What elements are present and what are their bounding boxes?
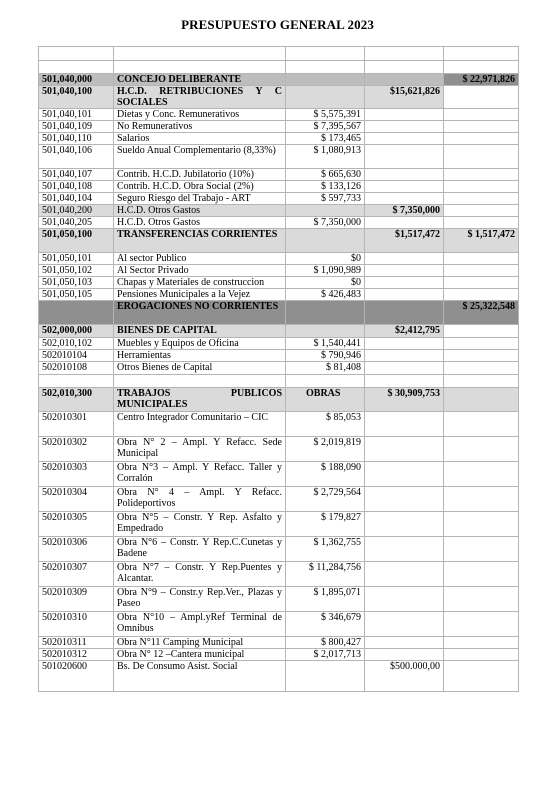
subtotal: [365, 289, 444, 301]
account-code: 502,010,300: [39, 388, 114, 412]
amount: $ 7,395,567: [286, 121, 365, 133]
amount: $ 173,465: [286, 133, 365, 145]
amount: $ 11,284,756: [286, 562, 365, 587]
account-desc: Sueldo Anual Complementario (8,33%): [114, 145, 286, 169]
table-row: [39, 362, 519, 375]
subtotal: [365, 109, 444, 121]
table-row: [39, 265, 519, 277]
account-desc: Obra N°6 – Constr. Y Rep.C.Cunetas y Badene: [114, 537, 286, 562]
amount: $ 1,080,913: [286, 145, 365, 169]
amount: $ 426,483: [286, 289, 365, 301]
account-desc: CONCEJO DELIBERANTE: [114, 74, 286, 86]
subtotal: [365, 253, 444, 265]
total: [444, 325, 519, 338]
total: [444, 661, 519, 692]
amount: [286, 229, 365, 253]
table-row: [39, 537, 519, 562]
total: [444, 362, 519, 375]
total: [444, 350, 519, 362]
subtotal: [365, 537, 444, 562]
total: [444, 338, 519, 350]
account-desc: Bs. De Consumo Asist. Social: [114, 661, 286, 692]
subtotal: [365, 649, 444, 661]
subtotal: [365, 217, 444, 229]
account-code: 501,040,101: [39, 109, 114, 121]
account-code: 502,000,000: [39, 325, 114, 338]
table-row: [39, 661, 519, 692]
account-code: 502010311: [39, 637, 114, 649]
account-desc: Obra N°9 – Constr.y Rep.Ver., Plazas y Paseo: [114, 587, 286, 612]
subtotal: [365, 133, 444, 145]
total: $ 25,322,548: [444, 301, 519, 325]
table-row: [39, 637, 519, 649]
account-code: 501,040,107: [39, 169, 114, 181]
table-row: [39, 612, 519, 637]
subtotal: $ 7,350,000: [365, 205, 444, 217]
blank-row: [39, 61, 519, 74]
table-row: [39, 649, 519, 661]
total: [444, 121, 519, 133]
table-row: [39, 205, 519, 217]
subtotal: [365, 487, 444, 512]
total: [444, 253, 519, 265]
account-desc: Obra N°3 – Ampl. Y Refacc. Taller y Corralón: [114, 462, 286, 487]
account-code: 501,040,000: [39, 74, 114, 86]
subtotal: [365, 181, 444, 193]
account-code: 501020600: [39, 661, 114, 692]
table-row: [39, 181, 519, 193]
page-title: PRESUPUESTO GENERAL 2023: [181, 17, 374, 32]
subtotal: $15,621,826: [365, 86, 444, 109]
table-row: [39, 487, 519, 512]
subtotal: [365, 169, 444, 181]
account-desc: Obra N°10 – Ampl.yRef Terminal de Omnibus: [114, 612, 286, 637]
table-row: [39, 338, 519, 350]
total: [444, 193, 519, 205]
subtotal: [365, 412, 444, 437]
subtotal: [365, 277, 444, 289]
amount: $ 665,630: [286, 169, 365, 181]
table-row: [39, 462, 519, 487]
account-desc: Al sector Publico: [114, 253, 286, 265]
account-code: 502010309: [39, 587, 114, 612]
account-desc: Obra N°11 Camping Municipal: [114, 637, 286, 649]
total: [444, 109, 519, 121]
account-desc: Obra N°7 – Constr. Y Rep.Puentes y Alcantar.: [114, 562, 286, 587]
account-desc: Otros Bienes de Capital: [114, 362, 286, 375]
account-desc: Obra N° 12 –Cantera municipal: [114, 649, 286, 661]
account-code: 502010301: [39, 412, 114, 437]
subtotal: $500.000,00: [365, 661, 444, 692]
table-row: [39, 169, 519, 181]
total: [444, 388, 519, 412]
amount: $ 188,090: [286, 462, 365, 487]
account-code: 501,040,106: [39, 145, 114, 169]
amount: $ 1,540,441: [286, 338, 365, 350]
total: [444, 512, 519, 537]
subtotal: [365, 362, 444, 375]
amount: $ 597,733: [286, 193, 365, 205]
account-code: 501,050,103: [39, 277, 114, 289]
table-row: [39, 229, 519, 253]
table-row: [39, 562, 519, 587]
table-row: [39, 412, 519, 437]
total: [444, 437, 519, 462]
table-row: [39, 350, 519, 362]
amount: $ 81,408: [286, 362, 365, 375]
total: [444, 169, 519, 181]
total: [444, 612, 519, 637]
amount: $ 1,895,071: [286, 587, 365, 612]
table-row: [39, 587, 519, 612]
total: [444, 412, 519, 437]
account-desc: Salarios: [114, 133, 286, 145]
account-desc: Pensiones Municipales a la Vejez: [114, 289, 286, 301]
subtotal: [365, 512, 444, 537]
amount: [286, 661, 365, 692]
total: $ 22,971,826: [444, 74, 519, 86]
total: [444, 587, 519, 612]
account-code: 501,050,100: [39, 229, 114, 253]
amount: [286, 74, 365, 86]
total: [444, 562, 519, 587]
table-row: [39, 325, 519, 338]
budget-table: [38, 46, 519, 692]
total: [444, 86, 519, 109]
account-desc: Contrib. H.C.D. Obra Social (2%): [114, 181, 286, 193]
total: $ 1,517,472: [444, 229, 519, 253]
account-desc: No Remunerativos: [114, 121, 286, 133]
table-row: [39, 512, 519, 537]
table-row: [39, 145, 519, 169]
subtotal: [365, 437, 444, 462]
total: [444, 265, 519, 277]
total: [444, 277, 519, 289]
table-row: [39, 217, 519, 229]
table-row: [39, 121, 519, 133]
account-code: 502010303: [39, 462, 114, 487]
table-row: [39, 277, 519, 289]
total: [444, 217, 519, 229]
subtotal: [365, 612, 444, 637]
total: [444, 133, 519, 145]
account-desc: Centro Integrador Comunitario – CIC: [114, 412, 286, 437]
account-code: 502010304: [39, 487, 114, 512]
account-desc: Chapas y Materiales de construccion: [114, 277, 286, 289]
account-desc: TRABAJOS PUBLICOS MUNICIPALES: [114, 388, 286, 412]
total: [444, 462, 519, 487]
account-code: 501,050,102: [39, 265, 114, 277]
account-desc: H.C.D. RETRIBUCIONES Y C SOCIALES: [114, 86, 286, 109]
account-desc: Dietas y Conc. Remunerativos: [114, 109, 286, 121]
total: [444, 289, 519, 301]
account-code: 501,040,109: [39, 121, 114, 133]
account-code: 501,050,105: [39, 289, 114, 301]
subtotal: $2,412,795: [365, 325, 444, 338]
account-desc: EROGACIONES NO CORRIENTES: [114, 301, 286, 325]
account-desc: Obra N°5 – Constr. Y Rep. Asfalto y Empedrado: [114, 512, 286, 537]
amount: [286, 325, 365, 338]
subtotal: $ 30,909,753: [365, 388, 444, 412]
amount: $ 800,427: [286, 637, 365, 649]
account-desc: H.C.D. Otros Gastos: [114, 217, 286, 229]
total: [444, 145, 519, 169]
account-code: 502010307: [39, 562, 114, 587]
amount: $0: [286, 277, 365, 289]
amount: [286, 205, 365, 217]
amount: $ 346,679: [286, 612, 365, 637]
account-desc: Obra N° 4 – Ampl. Y Refacc. Polideportivos: [114, 487, 286, 512]
works-label: OBRAS: [286, 388, 365, 412]
table-row: [39, 301, 519, 325]
account-code: 501,050,101: [39, 253, 114, 265]
account-code: 501,040,100: [39, 86, 114, 109]
amount: [286, 86, 365, 109]
table-row: [39, 133, 519, 145]
amount: $ 5,575,391: [286, 109, 365, 121]
account-desc: Herramientas: [114, 350, 286, 362]
account-desc: Contrib. H.C.D. Jubilatorio (10%): [114, 169, 286, 181]
amount: $ 2,017,713: [286, 649, 365, 661]
account-desc: Muebles y Equipos de Oficina: [114, 338, 286, 350]
account-code: 501,040,104: [39, 193, 114, 205]
account-code: [39, 301, 114, 325]
subtotal: [365, 338, 444, 350]
subtotal: [365, 301, 444, 325]
total: [444, 205, 519, 217]
account-code: 501,040,205: [39, 217, 114, 229]
account-desc: H.C.D. Otros Gastos: [114, 205, 286, 217]
table-row: [39, 109, 519, 121]
total: [444, 181, 519, 193]
blank-row: [39, 47, 519, 61]
account-desc: BIENES DE CAPITAL: [114, 325, 286, 338]
table-row: [39, 74, 519, 86]
subtotal: [365, 121, 444, 133]
amount: $0: [286, 253, 365, 265]
table-row: [39, 86, 519, 109]
amount: $ 179,827: [286, 512, 365, 537]
account-code: 501,040,108: [39, 181, 114, 193]
account-desc: Seguro Riesgo del Trabajo - ART: [114, 193, 286, 205]
amount: $ 1,090,989: [286, 265, 365, 277]
amount: $ 133,126: [286, 181, 365, 193]
amount: $ 790,946: [286, 350, 365, 362]
subtotal: [365, 562, 444, 587]
account-desc: Al Sector Privado: [114, 265, 286, 277]
amount: $ 1,362,755: [286, 537, 365, 562]
subtotal: [365, 350, 444, 362]
account-code: 502010108: [39, 362, 114, 375]
subtotal: [365, 145, 444, 169]
total: [444, 487, 519, 512]
account-code: 502010302: [39, 437, 114, 462]
account-desc: TRANSFERENCIAS CORRIENTES: [114, 229, 286, 253]
table-row: [39, 289, 519, 301]
subtotal: [365, 587, 444, 612]
amount: $ 2,729,564: [286, 487, 365, 512]
amount: $ 7,350,000: [286, 217, 365, 229]
total: [444, 637, 519, 649]
account-code: 502010310: [39, 612, 114, 637]
account-code: 501,040,110: [39, 133, 114, 145]
account-code: 501,040,200: [39, 205, 114, 217]
total: [444, 537, 519, 562]
subtotal: [365, 193, 444, 205]
account-code: 502010305: [39, 512, 114, 537]
subtotal: [365, 265, 444, 277]
subtotal: [365, 462, 444, 487]
account-desc: Obra N° 2 – Ampl. Y Refacc. Sede Municipal: [114, 437, 286, 462]
total: [444, 649, 519, 661]
amount: $ 2,019,819: [286, 437, 365, 462]
subtotal: $1,517,472: [365, 229, 444, 253]
amount: $ 85,053: [286, 412, 365, 437]
table-row: [39, 193, 519, 205]
account-code: 502010312: [39, 649, 114, 661]
table-row: [39, 437, 519, 462]
account-code: 502,010,102: [39, 338, 114, 350]
table-row: [39, 388, 519, 412]
subtotal: [365, 637, 444, 649]
subtotal: [365, 74, 444, 86]
amount: [286, 301, 365, 325]
account-code: 502010104: [39, 350, 114, 362]
table-row: [39, 253, 519, 265]
account-code: 502010306: [39, 537, 114, 562]
blank-row: [39, 375, 519, 388]
